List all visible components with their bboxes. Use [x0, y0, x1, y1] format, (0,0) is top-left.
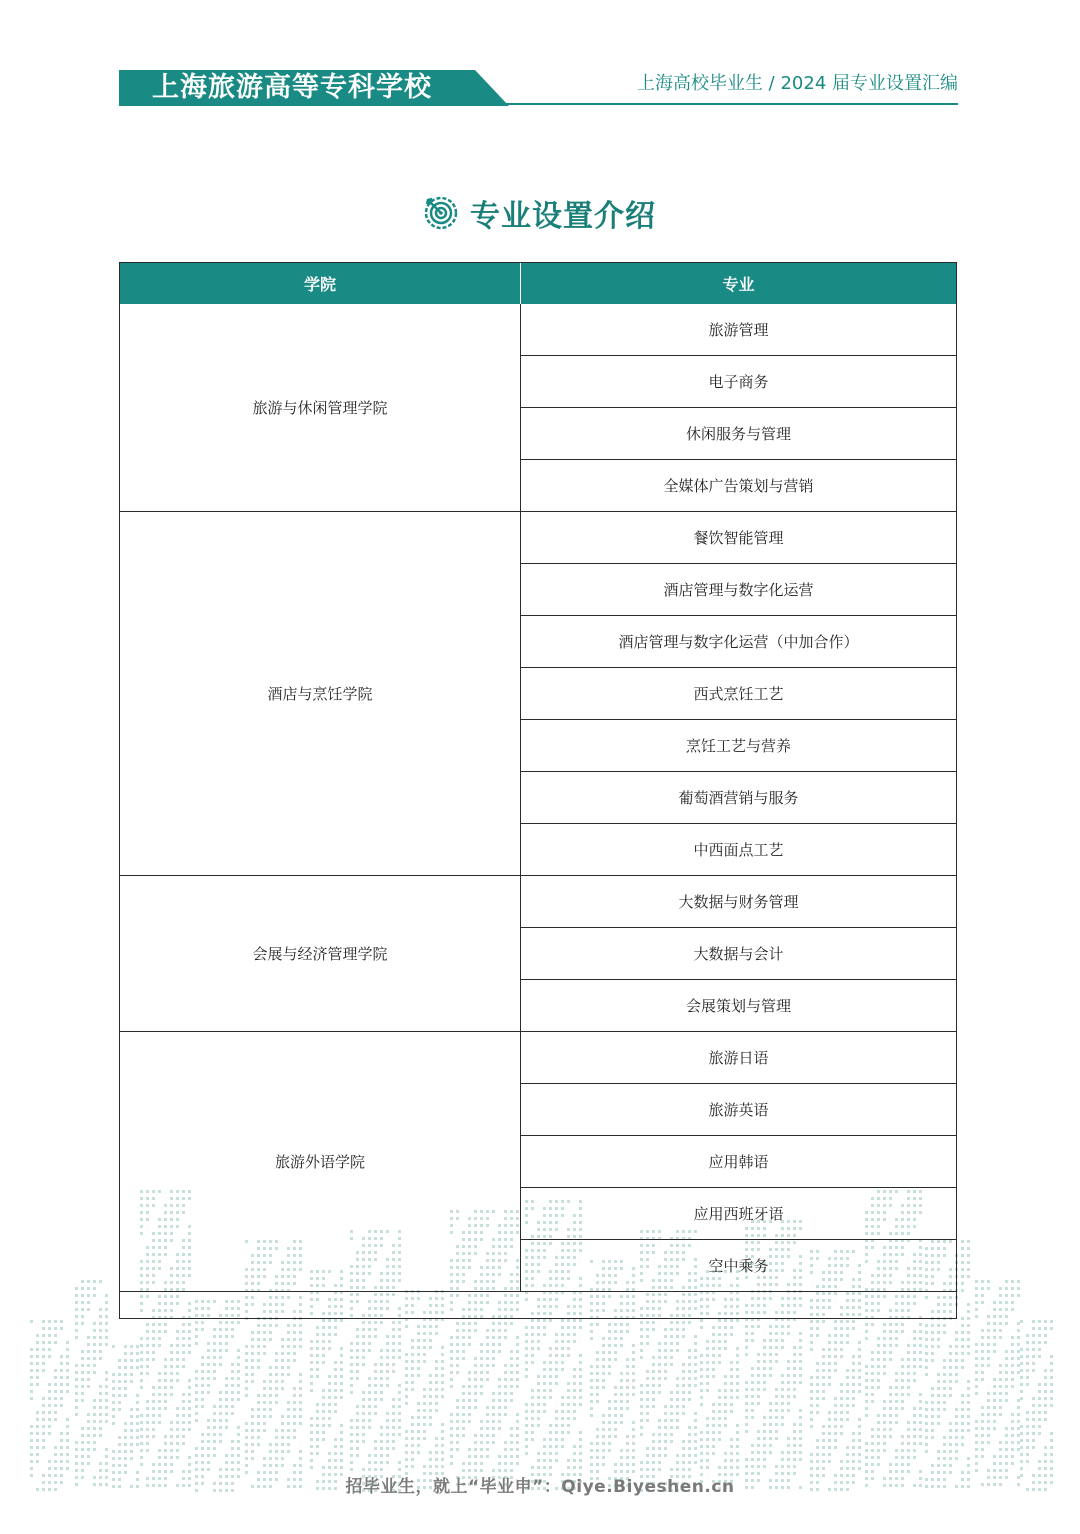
- college-group: [120, 875, 956, 1031]
- major-cell: 旅游日语: [708, 1049, 769, 1067]
- major-cell: 应用西班牙语: [521, 1187, 956, 1239]
- table-header: [120, 263, 956, 304]
- major-cell: 电子商务: [521, 355, 956, 407]
- major-cell: 会展策划与管理: [521, 979, 956, 1031]
- header-rule: [490, 103, 958, 105]
- column-header-college: 学院: [120, 263, 521, 304]
- major-cell: 旅游管理: [708, 321, 769, 339]
- major-cell: 应用韩语: [521, 1135, 956, 1187]
- major-list: [521, 1032, 956, 1291]
- major-cell: 酒店管理与数字化运营（中加合作）: [521, 615, 956, 667]
- school-name: 上海旅游高等专科学校: [152, 72, 432, 103]
- table-tail: [120, 1291, 956, 1318]
- major-cell: 全媒体广告策划与营销: [521, 459, 956, 511]
- major-cell: 餐饮智能管理: [693, 529, 784, 547]
- section-title: 专业设置介绍: [470, 199, 656, 234]
- major-cell: 西式烹饪工艺: [521, 667, 956, 719]
- college-group: [120, 511, 956, 875]
- major-cell: 空中乘务: [521, 1239, 956, 1291]
- major-cell: 酒店管理与数字化运营: [521, 563, 956, 615]
- college-cell: 酒店与烹饪学院: [120, 512, 521, 875]
- college-cell: 会展与经济管理学院: [120, 876, 521, 1031]
- major-table: [119, 262, 957, 1319]
- college-cell: 旅游与休闲管理学院: [120, 304, 521, 511]
- major-list: [521, 304, 956, 511]
- major-list: [521, 512, 956, 875]
- college-group: [120, 1031, 956, 1291]
- major-cell: 休闲服务与管理: [521, 407, 956, 459]
- major-cell: 葡萄酒营销与服务: [521, 771, 956, 823]
- target-icon: [424, 196, 458, 230]
- major-cell: 中西面点工艺: [521, 823, 956, 875]
- column-header-major: 专业: [722, 275, 755, 294]
- major-cell: 旅游英语: [521, 1083, 956, 1135]
- series-title: 上海高校毕业生 / 2024 届专业设置汇编: [636, 73, 958, 94]
- table-body: [120, 304, 956, 1291]
- major-cell: 烹饪工艺与营养: [521, 719, 956, 771]
- section-heading: [0, 190, 1080, 236]
- major-list: [521, 876, 956, 1031]
- major-cell: 大数据与财务管理: [678, 893, 799, 911]
- footer-text: 招毕业生，就上“毕业申”：Qiye.Biyeshen.cn: [345, 1477, 735, 1497]
- college-group: [120, 304, 956, 511]
- major-cell: 大数据与会计: [521, 927, 956, 979]
- college-cell: 旅游外语学院: [120, 1032, 521, 1291]
